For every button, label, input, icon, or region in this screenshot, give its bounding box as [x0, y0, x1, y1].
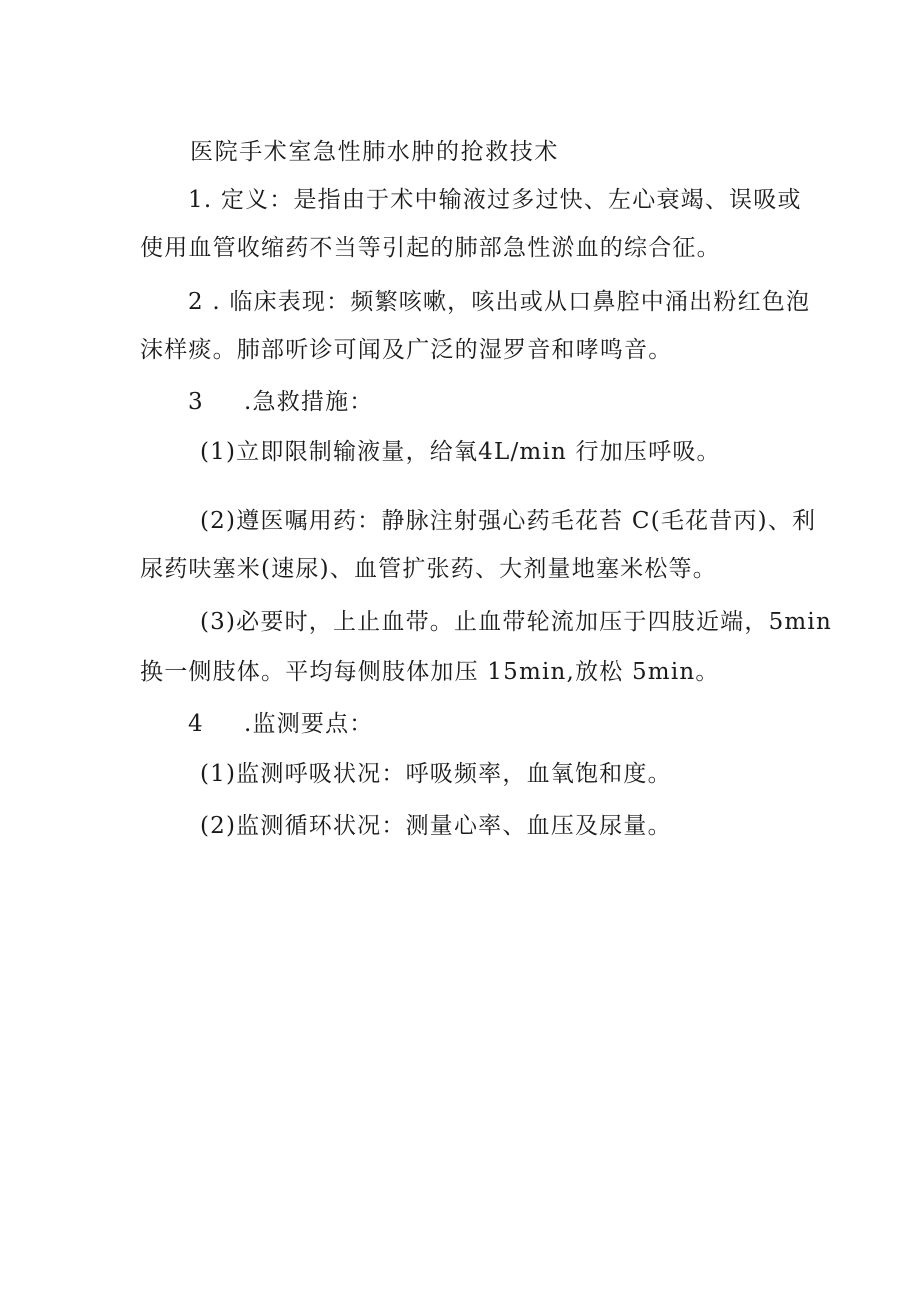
section-3-item-2-line-1: (2)遵医嘱用药：静脉注射强心药毛花苔 C(毛花昔丙)、利 [200, 508, 817, 534]
section-1-definition-line-2: 使用血管收缩药不当等引起的肺部急性淤血的综合征。 [140, 235, 721, 261]
section-3-heading: .急救措施： [244, 389, 374, 415]
section-3-item-2-line-2: 尿药呋塞米(速尿)、血管扩张药、大剂量地塞米松等。 [140, 556, 717, 582]
section-4-heading: .监测要点： [244, 711, 374, 737]
section-3-item-3-line-2: 换一侧肢体。平均每侧肢体加压 15min,放松 5min。 [140, 659, 720, 685]
section-1-definition-line-1: 1. 定义：是指由于术中输液过多过快、左心衰竭、误吸或 [188, 187, 802, 213]
section-3-number: 3 [188, 389, 203, 415]
section-2-clinical-line-2: 沫样痰。肺部听诊可闻及广泛的湿罗音和哮鸣音。 [140, 337, 673, 363]
section-3-item-1: (1)立即限制输液量，给氧4L/min 行加压呼吸。 [200, 439, 721, 465]
section-3-item-3-line-1: (3)必要时，上止血带。止血带轮流加压于四肢近端，5min [200, 609, 832, 635]
document-title: 医院手术室急性肺水肿的抢救技术 [190, 139, 559, 165]
section-4-item-1: (1)监测呼吸状况：呼吸频率，血氧饱和度。 [200, 761, 672, 787]
section-4-number: 4 [188, 711, 203, 737]
section-4-item-2: (2)监测循环状况：测量心率、血压及尿量。 [200, 813, 672, 839]
section-2-clinical-line-1: 2 . 临床表现：频繁咳嗽，咳出或从口鼻腔中涌出粉红色泡 [188, 289, 811, 315]
